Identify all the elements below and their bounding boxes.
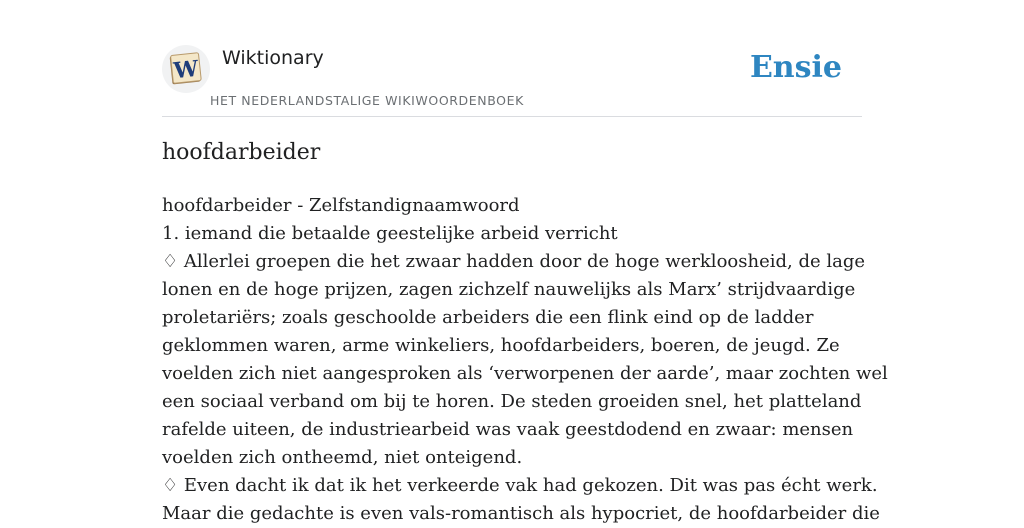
- wiktionary-logo[interactable]: [162, 45, 210, 93]
- example-line: voelden zich ontheemd, niet onteigend.: [162, 447, 523, 468]
- example-line: geklommen waren, arme winkeliers, hoofdarbeiders, boeren, de jeugd. Ze: [162, 335, 840, 356]
- ensie-brand-link[interactable]: Ensie: [749, 50, 842, 85]
- logo-letter: W: [172, 55, 200, 85]
- example-line: Maar die gedachte is even vals-romantisch als hypocriet, de hoofdarbeider die: [162, 503, 880, 524]
- example-quote-1: [162, 248, 888, 472]
- entry-content: [162, 192, 888, 528]
- example-line: ♢ Even dacht ik dat ik het verkeerde vak had gekozen. Dit was pas écht werk.: [162, 475, 878, 496]
- example-line: lonen en de hoge prijzen, zagen zichzelf nauwelijks als Marx’ strijdvaardige: [162, 279, 856, 300]
- example-line: voelden zich niet aangesproken als ‘verworpenen der aarde’, maar zochten wel: [162, 363, 888, 384]
- site-tagline: HET NEDERLANDSTALIGE WIKIWOORDENBOEK: [210, 93, 524, 108]
- example-line: rafelde uiteen, de industriearbeid was vaak geestdodend en zwaar: mensen: [162, 419, 854, 440]
- wiktionary-logo-icon: [162, 45, 210, 93]
- example-line: ♢ Allerlei groepen die het zwaar hadden door de hoge werkloosheid, de lage: [162, 251, 866, 272]
- example-quote-2: [162, 472, 880, 528]
- example-line: een sociaal verband om bij te horen. De steden groeiden snel, het platteland: [162, 391, 862, 412]
- site-header: [162, 0, 862, 117]
- definition: 1. iemand die betaalde geestelijke arbeid verricht: [162, 223, 618, 244]
- page-title: hoofdarbeider: [162, 140, 321, 165]
- example-line: proletariërs; zoals geschoolde arbeiders die een flink eind op de ladder: [162, 307, 814, 328]
- entry-heading: hoofdarbeider - Zelfstandignaamwoord: [162, 195, 520, 216]
- site-name[interactable]: Wiktionary: [222, 47, 324, 69]
